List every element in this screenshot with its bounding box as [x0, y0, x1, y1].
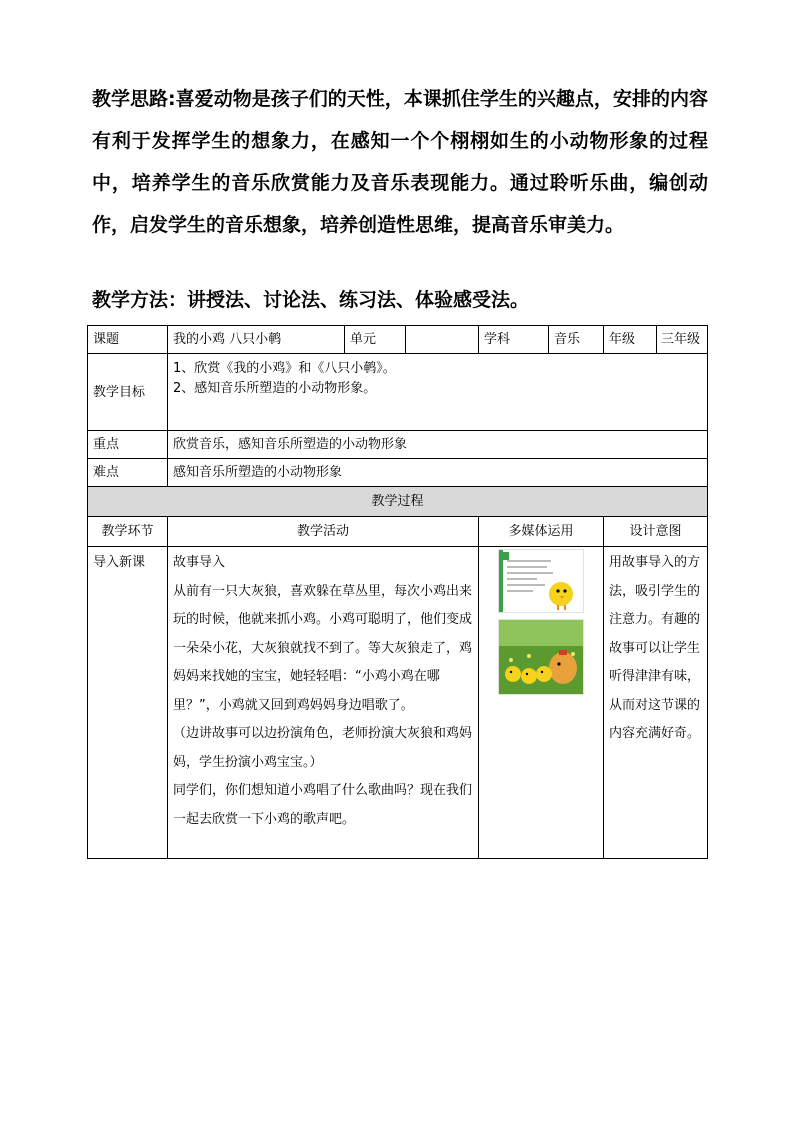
header-stage: 教学环节: [88, 517, 168, 547]
goals-row: [88, 354, 708, 431]
process-title-row: [88, 487, 708, 517]
teaching-idea-text: 喜爱动物是孩子们的天性，本课抓住学生的兴趣点，安排的内容有利于发挥学生的想象力，在感知一个个栩栩如生的小动物形象的过程中，培养学生的音乐欣赏能力及音乐表现能力。通过聆听乐曲，编创动作，启发学生的音乐想象，培养创造性思维，提高音乐审美力。: [92, 88, 708, 236]
process-row: [88, 547, 708, 859]
header-activity: 教学活动: [168, 517, 479, 547]
grade-label: 年级: [604, 326, 657, 353]
intent-cell: 用故事导入的方法，吸引学生的注意力。有趣的故事可以让学生听得津津有味，从而对这节课的内容充满好奇。: [604, 547, 708, 859]
media-cell: [479, 547, 604, 859]
subject-label: 学科: [479, 326, 549, 354]
key-row: [88, 431, 708, 459]
teaching-idea: [92, 78, 708, 246]
activity-note: （边讲故事可以边扮演角色，老师扮演大灰狼和鸡妈妈，学生扮演小鸡宝宝。）: [173, 726, 473, 770]
process-header-row: [88, 517, 708, 547]
slide-thumbnail-2: [498, 619, 584, 695]
grade-cell: [604, 326, 708, 354]
slide-1-graphic: [499, 550, 583, 612]
key-label: 重点: [88, 431, 168, 459]
unit-value: [406, 326, 479, 354]
activity-cell: [168, 547, 479, 859]
slide-thumbnail-1: [498, 549, 584, 613]
header-media: 多媒体运用: [479, 517, 604, 547]
subject-value: 音乐: [549, 326, 604, 354]
unit-label: 单元: [345, 326, 406, 354]
goal-1: 1、欣赏《我的小鸡》和《八只小鹌》。: [173, 361, 396, 376]
activity-heading: 故事导入: [173, 555, 226, 570]
lesson-plan-table: [87, 325, 708, 859]
slide-2-graphic: [499, 620, 583, 694]
activity-question: 同学们，你们想知道小鸡唱了什么歌曲吗？现在我们一起去欣赏一下小鸡的歌声吧。: [173, 783, 473, 827]
teaching-method: 教学方法：讲授法、讨论法、练习法、体验感受法。: [92, 289, 530, 311]
difficulty-value: 感知音乐所塑造的小动物形象: [168, 459, 708, 487]
activity-story: 从前有一只大灰狼，喜欢躲在草丛里，每次小鸡出来玩的时候，他就来抓小鸡。小鸡可聪明了，他们变成一朵朵小花，大灰狼就找不到了。等大灰狼走了，鸡妈妈来找她的宝宝，她轻轻唱：“小鸡小鸡在哪里？”，小鸡就又回到鸡妈妈身边唱歌了。: [173, 583, 473, 713]
header-intent: 设计意图: [604, 517, 708, 547]
goal-2: 2、感知音乐所塑造的小动物形象。: [173, 381, 377, 396]
info-row: [88, 326, 708, 354]
goals-label: 教学目标: [88, 354, 168, 431]
difficulty-row: [88, 459, 708, 487]
topic-label: 课题: [88, 326, 168, 354]
grade-value: 三年级: [661, 332, 701, 347]
topic-value: 我的小鸡 八只小鹌: [168, 326, 345, 354]
stage-cell: 导入新课: [88, 547, 168, 859]
key-value: 欣赏音乐，感知音乐所塑造的小动物形象: [168, 431, 708, 459]
difficulty-label: 难点: [88, 459, 168, 487]
teaching-idea-label: 教学思路:: [92, 88, 176, 110]
process-title: 教学过程: [88, 487, 708, 517]
goals-cell: [168, 354, 708, 431]
